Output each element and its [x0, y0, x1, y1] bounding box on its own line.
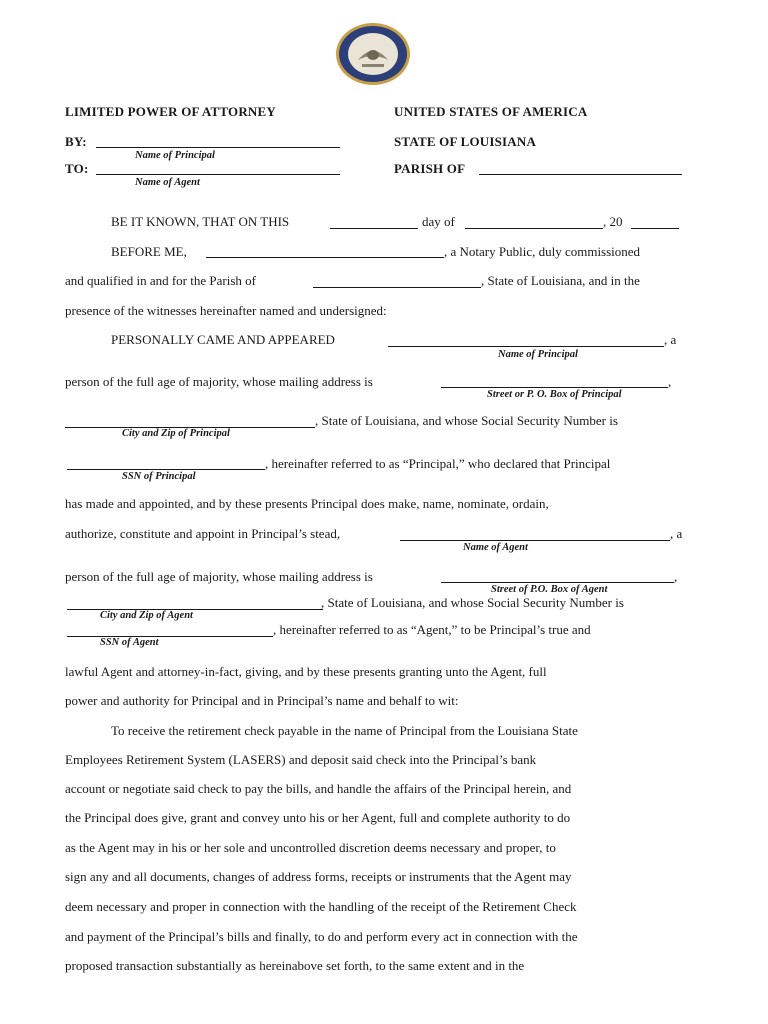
year-prefix-text: , 20 [603, 214, 623, 229]
principal-name-caption: Name of Principal [135, 150, 215, 161]
louisiana-state-seal-icon [334, 22, 412, 86]
a-text-2: , a [670, 526, 683, 541]
agent-ssn-caption: SSN of Agent [100, 637, 159, 648]
country-heading: UNITED STATES OF AMERICA [394, 104, 588, 119]
be-it-known-text: BE IT KNOWN, THAT ON THIS [111, 214, 290, 229]
appointed-agent-field[interactable] [400, 540, 670, 541]
year-field[interactable] [631, 228, 679, 229]
appeared-principal-field[interactable] [388, 346, 664, 347]
principal-ssn-field[interactable] [67, 469, 265, 470]
appointed-agent-caption: Name of Agent [463, 542, 528, 553]
appeared-principal-caption: Name of Principal [498, 349, 578, 360]
paragraph-line-7: deem necessary and proper in connection with the handling of the receipt of the Retirement Check [65, 899, 577, 914]
agent-referred-text: , hereinafter referred to as “Agent,” to be Principal’s true and [273, 622, 591, 637]
paragraph-line-4: the Principal does give, grant and convey unto his or her Agent, full and complete authority to do [65, 810, 571, 825]
principal-street-field[interactable] [441, 387, 668, 388]
notary-public-text: , a Notary Public, duly commissioned [444, 244, 641, 259]
personally-appeared-text: PERSONALLY CAME AND APPEARED [111, 332, 335, 347]
day-number-field[interactable] [330, 228, 418, 229]
principal-city-caption: City and Zip of Principal [122, 428, 230, 439]
agent-name-field[interactable] [96, 174, 340, 175]
principal-declared-text: , hereinafter referred to as “Principal,” who declared that Principal [265, 456, 611, 471]
principal-street-caption: Street or P. O. Box of Principal [487, 389, 622, 400]
appointed-text: has made and appointed, and by these presents Principal does make, name, nominate, ordain, [65, 496, 549, 511]
principal-name-field[interactable] [96, 147, 340, 148]
paragraph-line-1: To receive the retirement check payable in the name of Principal from the Louisiana State [111, 723, 578, 738]
appoint-stead-text: authorize, constitute and appoint in Principal’s stead, [65, 526, 341, 541]
paragraph-line-8: and payment of the Principal’s bills and finally, to do and perform every act in connection with the [65, 929, 578, 944]
principal-ssn-intro-text: , State of Louisiana, and whose Social Security Number is [315, 413, 618, 428]
agent-ssn-intro-text: , State of Louisiana, and whose Social Security Number is [321, 595, 624, 610]
notary-name-field[interactable] [206, 257, 444, 258]
paragraph-line-6: sign any and all documents, changes of address forms, receipts or instruments that the Agent may [65, 869, 572, 884]
agent-address-text: person of the full age of majority, whose mailing address is [65, 569, 373, 584]
state-heading: STATE OF LOUISIANA [394, 134, 537, 149]
day-of-text: day of [422, 214, 455, 229]
parish-field[interactable] [479, 174, 682, 175]
agent-street-field[interactable] [441, 582, 674, 583]
paragraph-line-3: account or negotiate said check to pay the bills, and handle the affairs of the Principal herein, and [65, 781, 572, 796]
paragraph-line-5: as the Agent may in his or her sole and uncontrolled discretion deems necessary and proper, to [65, 840, 556, 855]
lawful-agent-text: lawful Agent and attorney-in-fact, giving, and by these presents granting unto the Agent, full [65, 664, 547, 679]
before-me-text: BEFORE ME, [111, 244, 187, 259]
to-label: TO: [65, 161, 89, 176]
power-authority-text: power and authority for Principal and in Principal’s name and behalf to wit: [65, 693, 459, 708]
comma-text-2: , [674, 569, 678, 584]
agent-city-caption: City and Zip of Agent [100, 610, 193, 621]
agent-street-caption: Street of P.O. Box of Agent [491, 584, 608, 595]
qualified-text: and qualified in and for the Parish of [65, 273, 256, 288]
paragraph-line-2: Employees Retirement System (LASERS) and deposit said check into the Principal’s bank [65, 752, 537, 767]
by-label: BY: [65, 134, 87, 149]
agent-name-caption: Name of Agent [135, 177, 200, 188]
notary-parish-field[interactable] [313, 287, 481, 288]
document-title: LIMITED POWER OF ATTORNEY [65, 104, 276, 119]
paragraph-line-9: proposed transaction substantially as hereinabove set forth, to the same extent and in the [65, 958, 525, 973]
month-field[interactable] [465, 228, 603, 229]
comma-text-1: , [668, 374, 672, 389]
principal-ssn-caption: SSN of Principal [122, 471, 196, 482]
agent-ssn-field[interactable] [67, 636, 273, 637]
witnesses-text: presence of the witnesses hereinafter named and undersigned: [65, 303, 387, 318]
principal-address-text: person of the full age of majority, whose mailing address is [65, 374, 373, 389]
a-text-1: , a [664, 332, 677, 347]
parish-label: PARISH OF [394, 161, 466, 176]
state-of-louisiana-text: , State of Louisiana, and in the [481, 273, 640, 288]
